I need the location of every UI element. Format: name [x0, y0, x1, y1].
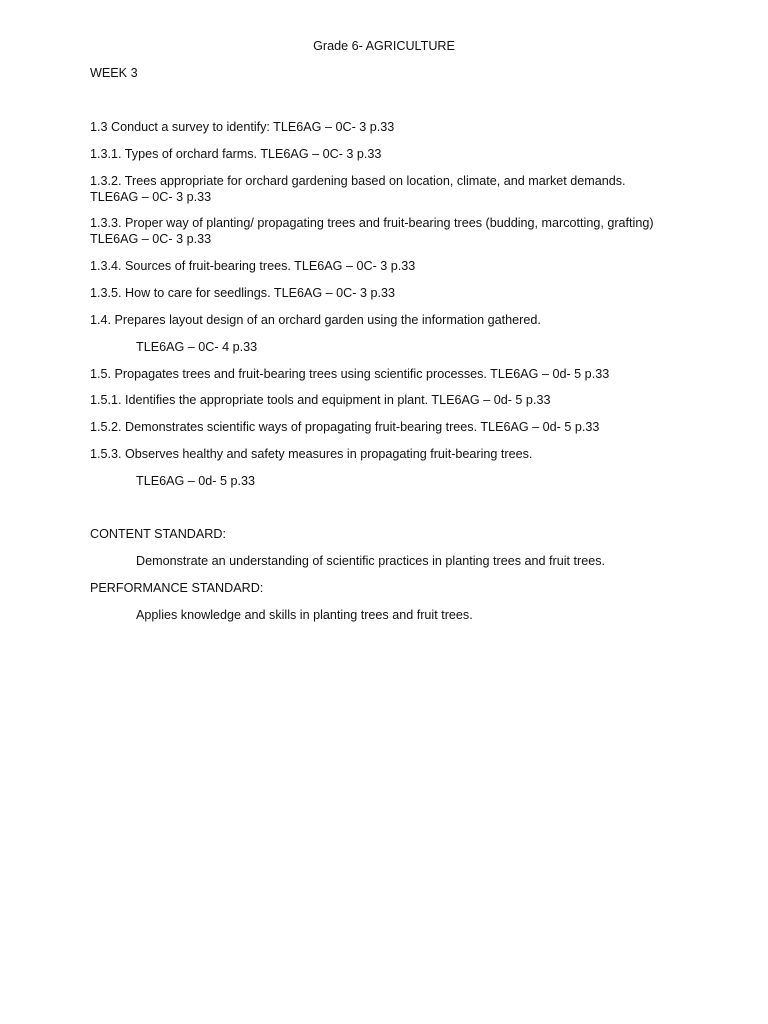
- competency-item: 1.5.3. Observes healthy and safety measures in propagating fruit-bearing trees.: [90, 447, 533, 461]
- document-title: Grade 6- AGRICULTURE: [313, 39, 455, 53]
- competency-code: TLE6AG – 0d- 5 p.33: [136, 474, 256, 488]
- competency-item: 1.3.4. Sources of fruit-bearing trees. TLE6AG – 0C- 3 p.33: [90, 259, 416, 273]
- content-standard-text: Demonstrate an understanding of scientific practices in planting trees and fruit trees.: [136, 554, 606, 568]
- competency-item: 1.5.1. Identifies the appropriate tools and equipment in plant. TLE6AG – 0d- 5 p.33: [90, 393, 551, 407]
- competency-item: 1.5. Propagates trees and fruit-bearing trees using scientific processes. TLE6AG – 0d- 5 p.33: [90, 367, 610, 381]
- competency-item: 1.3.5. How to care for seedlings. TLE6AG – 0C- 3 p.33: [90, 286, 395, 300]
- competency-item: 1.5.2. Demonstrates scientific ways of propagating fruit-bearing trees. TLE6AG – 0d- 5 p.33: [90, 420, 600, 434]
- performance-standard-heading: PERFORMANCE STANDARD:: [90, 581, 264, 595]
- content-standard-heading: CONTENT STANDARD:: [90, 527, 226, 541]
- competency-item: 1.4. Prepares layout design of an orchard garden using the information gathered.: [90, 313, 541, 327]
- competency-item: 1.3.2. Trees appropriate for orchard gardening based on location, climate, and market demands. TLE6AG – 0C- 3 p.33: [90, 174, 626, 204]
- competency-item: 1.3.1. Types of orchard farms. TLE6AG – 0C- 3 p.33: [90, 147, 382, 161]
- week-label: WEEK 3: [90, 66, 138, 80]
- competency-code: TLE6AG – 0C- 4 p.33: [136, 340, 258, 354]
- competency-item: 1.3 Conduct a survey to identify: TLE6AG – 0C- 3 p.33: [90, 120, 395, 134]
- competency-item: 1.3.3. Proper way of planting/ propagating trees and fruit-bearing trees (budding, marcotting, grafting) TLE6AG – 0C- 3 p.33: [90, 216, 654, 246]
- performance-standard-text: Applies knowledge and skills in planting trees and fruit trees.: [136, 608, 473, 622]
